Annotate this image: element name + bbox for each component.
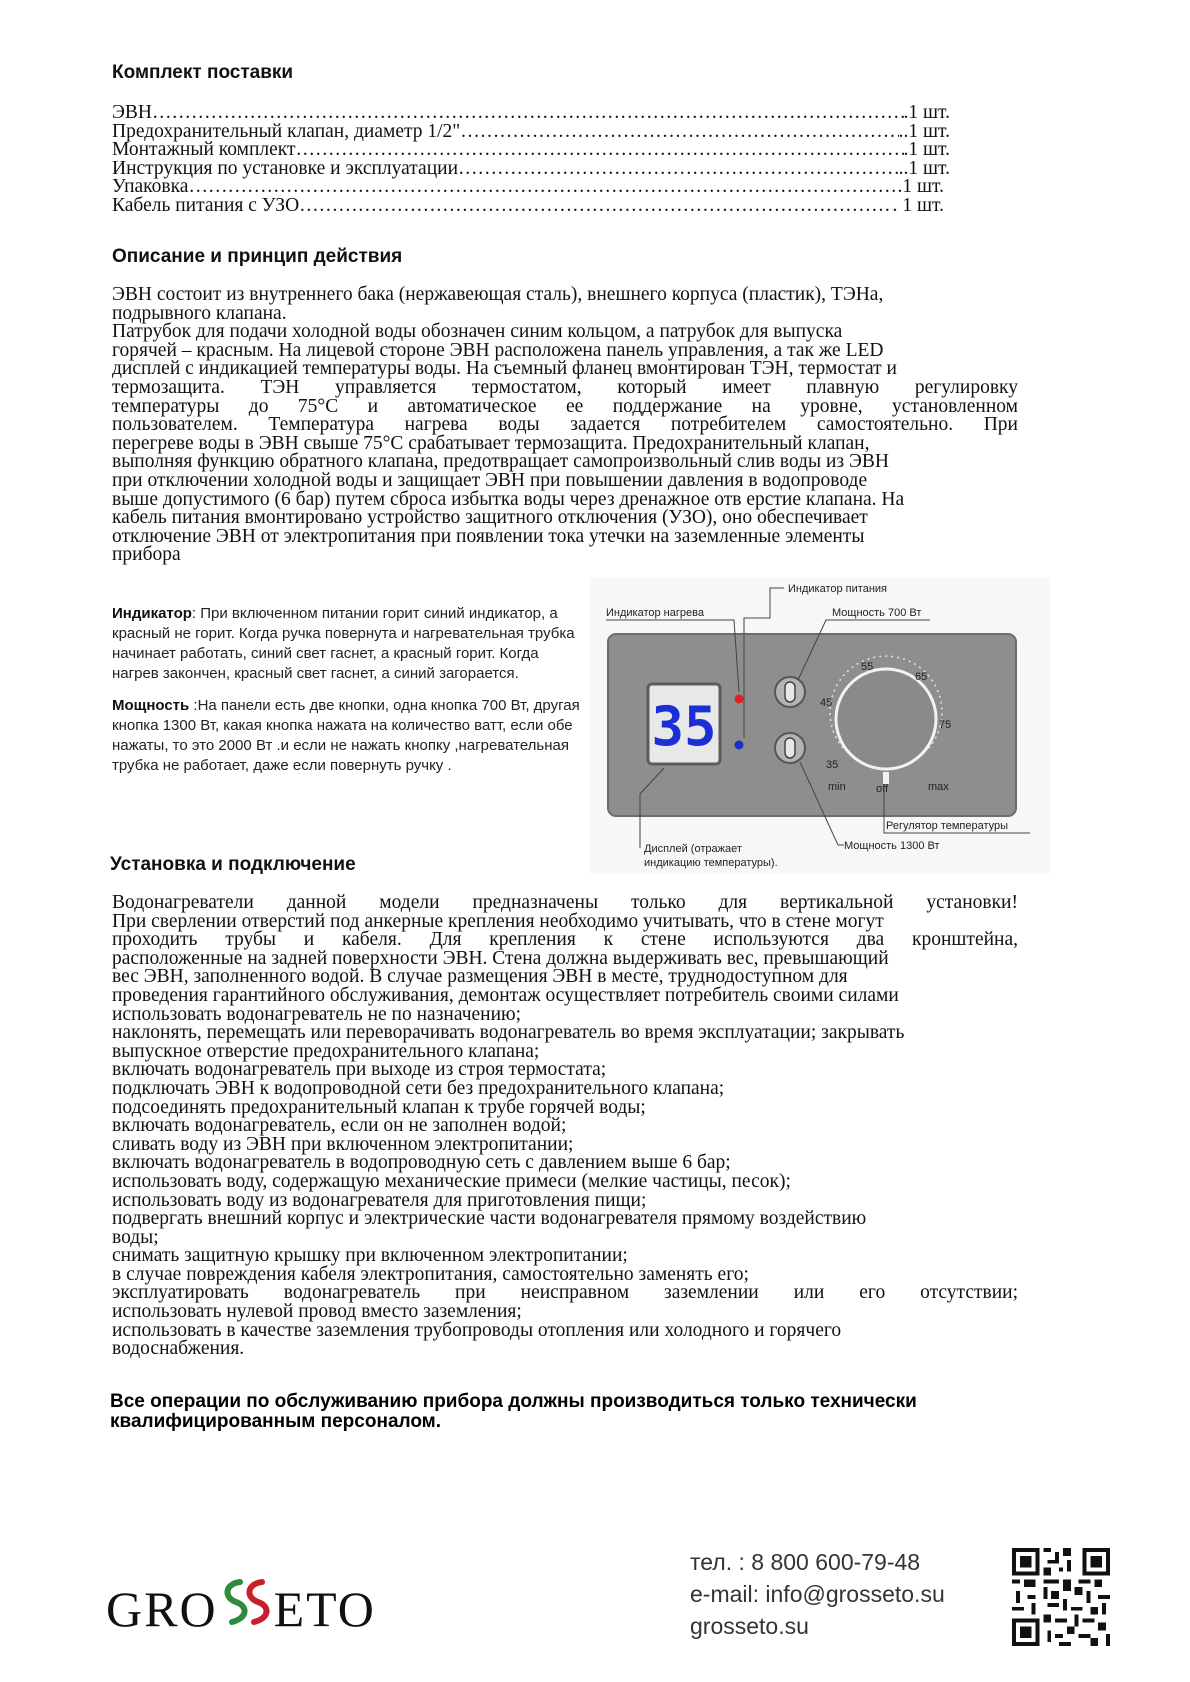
label-regulator: Регулятор температуры — [886, 820, 1009, 832]
email[interactable]: e-mail: info@grosseto.su — [690, 1581, 945, 1607]
kit-item: ЭВН …………………………………………………………………………………………………………………………………………………………………………………… .1 шт. — [112, 104, 950, 123]
kit-title: Комплект поставки — [112, 62, 294, 83]
text-line: использовать воду, содержащую механические примеси (мелкие частицы, песок); — [112, 1170, 791, 1192]
indicator-text: : При включенном питании горит синий индикатор, а красный не горит. Когда ручка повернута и нагревательная трубка начинает работать, синий свет гаснет, а красный горит. Когда нагрев закончен, красный свет гаснет, а синий загорается. — [112, 605, 575, 682]
text-line: включать водонагреватель при выходе из строя термостата; — [112, 1059, 607, 1081]
text-line: использовать воду из водонагревателя для приготовления пищи; — [112, 1189, 647, 1211]
label-display-1: Дисплей (отражает — [644, 843, 742, 855]
text-line: прибора — [112, 544, 181, 566]
text-line: проведения гарантийного обслуживания, демонтаж осуществляет потребитель своими силами — [112, 984, 899, 1006]
text-line: включать водонагреватель, если он не заполнен водой; — [112, 1115, 567, 1137]
button-700w-cap — [785, 682, 795, 702]
phone: тел. : 8 800 600-79-48 — [690, 1549, 921, 1575]
text-line: расположенные на задней поверхности ЭВН. Стена должна выдерживать вес, превышающий — [112, 947, 889, 969]
dial-65: 65 — [915, 671, 928, 683]
dial-35: 35 — [826, 759, 839, 771]
text-line: пользователем. Температура нагрева воды задается потребителем самостоятельно. При — [112, 414, 1018, 436]
text-line: термозащита. ТЭН управляется термостатом, который имеет плавную регулировку — [112, 376, 1018, 398]
text-line: выполняя функцию обратного клапана, предотвращает самопроизвольный слив воды из ЭВН — [112, 451, 889, 473]
kit-item: Инструкция по установке и эксплуатации …………………………………………………………………………………………………………………………………………………………………………………… ..1 шт. — [112, 160, 950, 179]
qr-code — [1012, 1548, 1110, 1646]
label-heat-indicator: Индикатор нагрева — [606, 607, 704, 619]
grosseto-logo: GRO ETO — [106, 1580, 376, 1638]
text-line: перегреве воды в ЭВН свыше 75°C срабатывает термозащита. Предохранительный клапан, — [112, 432, 870, 454]
text-line: проходить трубы и кабеля. Для крепления к стене используются два кронштейна, — [112, 929, 1018, 951]
text-line: отключение ЭВН от электропитания при появлении тока утечки на заземленные элементы — [112, 525, 865, 547]
description-title: Описание и принцип действия — [112, 246, 403, 267]
text-line: воды; — [112, 1226, 159, 1248]
footer-contacts — [690, 1546, 945, 1642]
kit-item: Предохранительный клапан, диаметр 1/2" …………………………………………………………………………………………………………………………………………………………………………………… ..1 шт. — [112, 123, 950, 142]
dial-45: 45 — [820, 697, 833, 709]
text-line: подвергать внешний корпус и электрические части водонагревателя прямому воздействию — [112, 1208, 867, 1230]
dial-max: max — [928, 781, 949, 793]
power-note — [112, 696, 580, 776]
text-line: эксплуатировать водонагреватель при неисправном заземлении или его отсутствии; — [112, 1282, 1018, 1304]
install-title: Установка и подключение — [110, 854, 356, 875]
text-line: использовать водонагреватель не по назначению; — [112, 1003, 522, 1025]
text-line: использовать в качестве заземления трубопроводы отопления или холодного и горячего — [112, 1319, 842, 1341]
control-panel-diagram — [590, 578, 1050, 874]
website[interactable]: grosseto.su — [690, 1613, 809, 1639]
text-line: температуры до 75°C и автоматическое ее поддержание на уровне, установленном — [112, 395, 1018, 417]
install-text — [112, 894, 1018, 1359]
label-700w: Мощность 700 Вт — [832, 607, 922, 619]
dial-55: 55 — [861, 661, 874, 673]
text-line: ЭВН состоит из внутреннего бака (нержавеющая сталь), внешнего корпуса (пластик), ТЭНа, — [112, 284, 884, 305]
heat-indicator-led — [735, 695, 744, 704]
temperature-dial[interactable] — [836, 669, 936, 769]
indicator-note — [112, 604, 580, 684]
kit-item: Монтажный комплект …………………………………………………………………………………………………………………………………………………………………………………… .1 шт. — [112, 141, 950, 160]
text-line: вес ЭВН, заполненного водой. В случае размещения ЭВН в месте, труднодоступном для — [112, 966, 848, 988]
text-line: При сверлении отверстий под анкерные крепления необходимо учитывать, что в стене могут — [112, 910, 884, 932]
text-line: выше допустимого (6 бар) путем сброса избытка воды через дренажное отв ерстие клапана. На — [112, 488, 905, 510]
text-line: подсоединять предохранительный клапан к трубе горячей воды; — [112, 1096, 646, 1118]
button-1300w-cap — [785, 738, 795, 758]
power-text: :На панели есть две кнопки, одна кнопка 700 Вт, другая кнопка 1300 Вт, какая кнопка нажата на количество ватт, если обе нажаты, то это 2000 Вт .и если не нажать кнопку ,нагревательная трубка не работает, даже если повернуть ручку . — [112, 697, 580, 774]
text-line: снимать защитную крышку при включенном электропитании; — [112, 1245, 628, 1267]
text-line: кабель питания вмонтировано устройство защитного отключения (УЗО), оно обеспечивает — [112, 507, 868, 529]
description-text — [112, 286, 1018, 565]
dial-75: 75 — [939, 719, 952, 731]
kit-list — [112, 104, 950, 216]
text-line: сливать воду из ЭВН при включенном электропитании; — [112, 1133, 574, 1155]
kit-item: Упаковка …………………………………………………………………………………………………………………………………………………………………………………… .1 шт. — [112, 178, 944, 197]
text-line: дисплей с индикацией температуры воды. На съемный фланец вмонтирован ТЭН, термостат и — [112, 358, 897, 380]
display-digits: 35 — [651, 695, 717, 758]
text-line: горячей – красным. На лицевой стороне ЭВН расположена панель управления, а так же LED — [112, 339, 884, 361]
text-line: включать водонагреватель в водопроводную сеть с давлением выше 6 бар; — [112, 1152, 731, 1174]
text-line: подключать ЭВН к водопроводной сети без предохранительного клапана; — [112, 1077, 725, 1099]
service-warning: Все операции по обслуживанию прибора должны производиться только технически квалифицированным персоналом. — [110, 1391, 917, 1432]
text-line: использовать нулевой провод вместо заземления; — [112, 1301, 522, 1323]
label-display-2: индикацию температуры). — [644, 857, 778, 869]
logo-mark-icon — [218, 1576, 274, 1626]
power-label: Мощность — [112, 697, 190, 714]
text-line: в случае повреждения кабеля электропитания, самостоятельно заменять его; — [112, 1263, 749, 1285]
indicator-label: Индикатор — [112, 605, 192, 622]
power-indicator-led — [735, 741, 744, 750]
text-line: выпускное отверстие предохранительного клапана; — [112, 1040, 540, 1062]
control-notes — [112, 604, 580, 788]
dial-off: off — [876, 783, 889, 795]
text-line: подрывного клапана. — [112, 302, 287, 324]
dial-min: min — [828, 781, 846, 793]
text-line: наклонять, перемещать или переворачивать водонагреватель во время эксплуатации; закрывать — [112, 1022, 905, 1044]
label-power-indicator: Индикатор питания — [788, 583, 887, 595]
text-line: водоснабжения. — [112, 1338, 245, 1360]
text-line: Патрубок для подачи холодной воды обозначен синим кольцом, а патрубок для выпуска — [112, 321, 843, 343]
text-line: Водонагреватели данной модели предназначены только для вертикальной установки! — [112, 892, 1018, 913]
label-1300w: Мощность 1300 Вт — [844, 840, 940, 852]
kit-item: Кабель питания с УЗО …………………………………………………………………………………………………………………………………………………………………………………… . 1 шт. — [112, 197, 944, 216]
text-line: при отключении холодной воды и защищает ЭВН при повышении давления в водопроводе — [112, 469, 868, 491]
